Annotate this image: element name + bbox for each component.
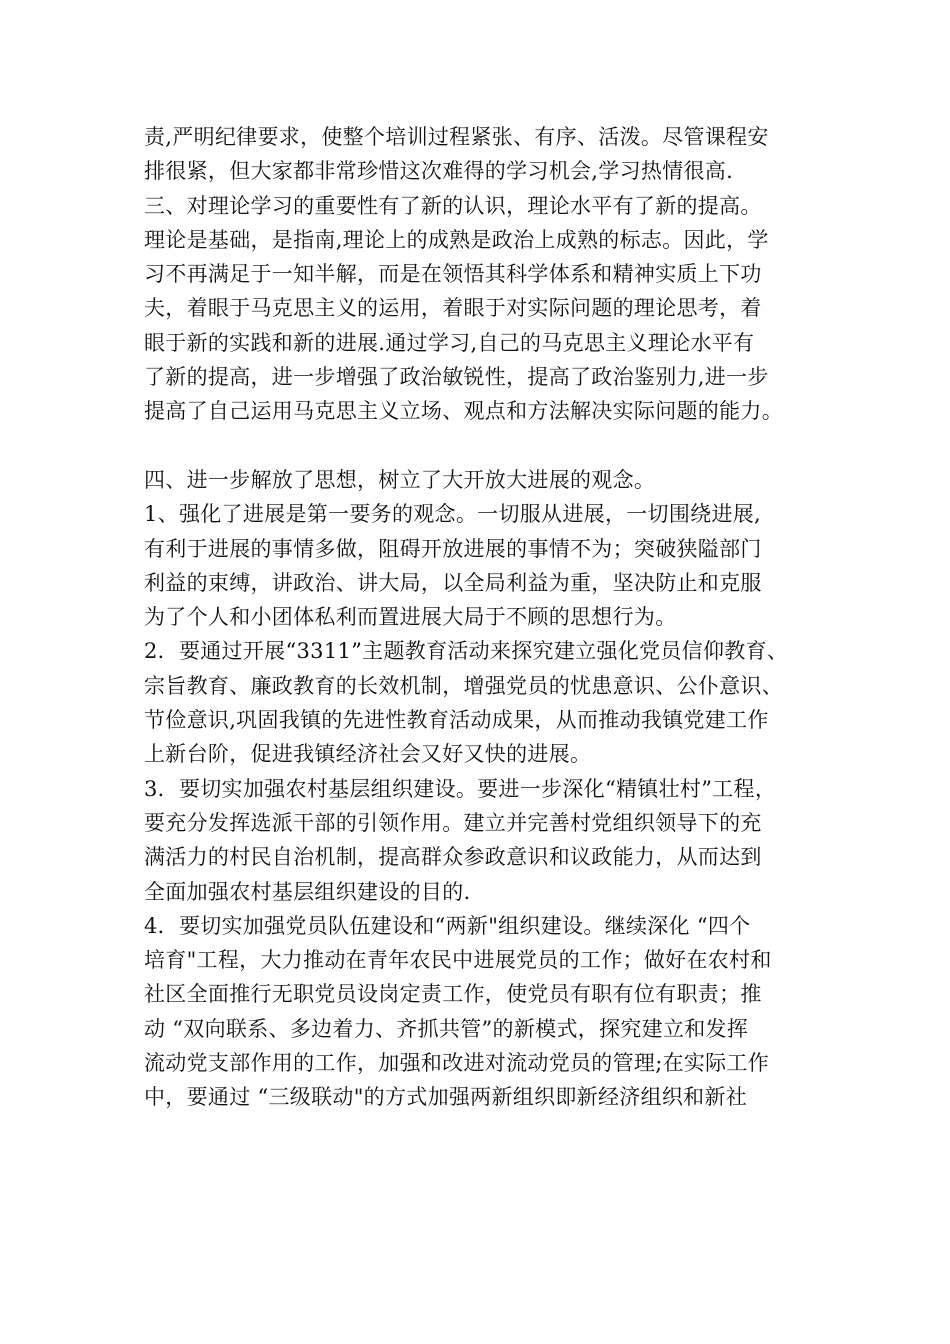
text-line: 要充分发挥选派干部的引领作用。建立并完善村党组织领导下的充 bbox=[144, 810, 762, 835]
text-line: 3．要切实加强农村基层组织建设。要进一步深化“精镇壮村”工程， bbox=[144, 776, 777, 801]
text-line: 全面加强农村基层组织建设的目的. bbox=[144, 879, 471, 904]
text-line: 宗旨教育、廉政教育的长效机制，增强党员的忧患意识、公仆意识、 bbox=[144, 673, 783, 698]
text-line: 习不再满足于一知半解，而是在领悟其科学体系和精神实质上下功 bbox=[144, 262, 762, 287]
text-line: 理论是基础，是指南,理论上的成熟是政治上成熟的标志。因此，学 bbox=[144, 227, 769, 252]
text-line: 上新台阶，促进我镇经济社会又好又快的进展。 bbox=[144, 742, 592, 767]
text-line: 眼于新的实践和新的进展.通过学习,自己的马克思主义理论水平有 bbox=[144, 330, 755, 355]
text-line: 培育"工程，大力推动在青年农民中进展党员的工作；做好在农村和 bbox=[144, 948, 772, 973]
section-heading: 四、进一步解放了思想，树立了大开放大进展的观念。 bbox=[144, 467, 656, 492]
text-line: 为了个人和小团体私利而置进展大局于不顾的思想行为。 bbox=[144, 605, 677, 630]
text-line: 提高了自己运用马克思主义立场、观点和方法解决实际问题的能力。 bbox=[144, 399, 783, 424]
text-line: 2．要通过开展“3311”主题教育活动来探究建立强化党员信仰教育、 bbox=[144, 639, 789, 664]
text-line: 社区全面推行无职党员设岗定责工作，使党员有职有位有职责；推 bbox=[144, 982, 762, 1007]
text-line: 动 “双向联系、多边着力、齐抓共管”的新模式，探究建立和发挥 bbox=[144, 1016, 749, 1041]
text-line: 节俭意识,巩固我镇的先进性教育活动成果，从而推动我镇党建工作 bbox=[144, 708, 769, 733]
text-line: 利益的束缚，讲政治、讲大局，以全局利益为重，坚决防止和克服 bbox=[144, 570, 762, 595]
text-line: 了新的提高，进一步增强了政治敏锐性，提高了政治鉴别力,进一步 bbox=[144, 365, 769, 390]
text-line: 1、强化了进展是第一要务的观念。一切服从进展，一切围绕进展, bbox=[144, 502, 762, 527]
text-line: 流动党支部作用的工作，加强和改进对流动党员的管理;在实际工作 bbox=[144, 1051, 770, 1076]
text-line: 夫，着眼于马克思主义的运用，着眼于对实际问题的理论思考，着 bbox=[144, 296, 762, 321]
document-body bbox=[144, 120, 834, 1115]
text-line: 排很紧，但大家都非常珍惜这次难得的学习机会,学习热情很高. bbox=[144, 159, 734, 184]
section-heading: 三、对理论学习的重要性有了新的认识，理论水平有了新的提高。 bbox=[144, 193, 762, 218]
text-line: 有利于进展的事情多做，阻碍开放进展的事情不为；突破狭隘部门 bbox=[144, 536, 762, 561]
text-line: 中，要通过 “三级联动"的方式加强两新组织即新经济组织和新社 bbox=[144, 1085, 748, 1110]
blank-line bbox=[144, 429, 834, 463]
text-line: 4．要切实加强党员队伍建设和“两新"组织建设。继续深化 “四个 bbox=[144, 913, 751, 938]
text-line: 满活力的村民自治机制，提高群众参政意识和议政能力，从而达到 bbox=[144, 845, 762, 870]
text-line: 责,严明纪律要求，使整个培训过程紧张、有序、活泼。尽管课程安 bbox=[144, 125, 769, 149]
